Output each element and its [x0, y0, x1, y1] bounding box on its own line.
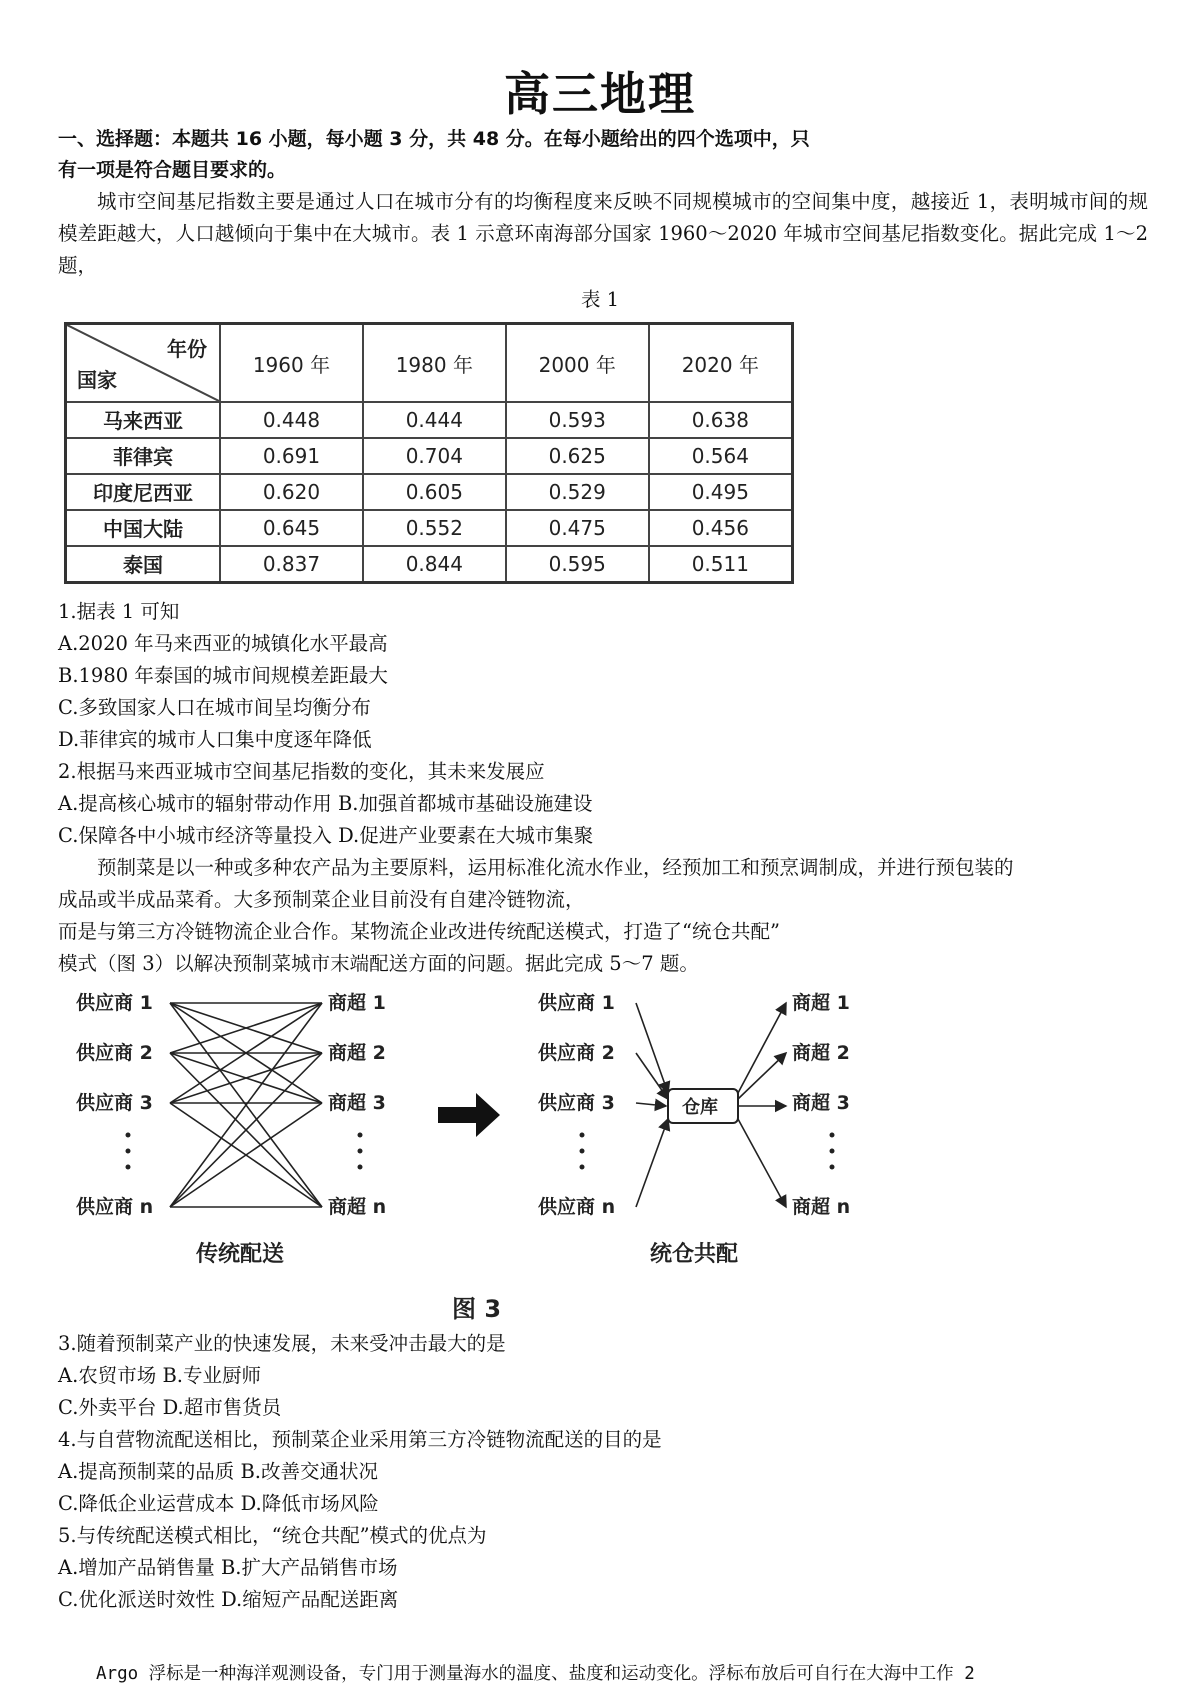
- q4-options-ab: A.提高预制菜的品质 B.改善交通状况: [58, 1460, 379, 1483]
- q3-stem: 3.随着预制菜产业的快速发展，未来受冲击最大的是: [58, 1332, 506, 1355]
- passage-gini: 城市空间基尼指数主要是通过人口在城市分有的均衡程度来反映不同规模城市的空间集中度，越接近 1，表明城市间的规模差距越大，人口越倾向于集中在大城市。表 1 示意环南海部分国家 1960～2020 年城市空间基尼指数变化。据此完成 1～2 题，: [58, 190, 1148, 277]
- passage-argo-footer: Argo 浮标是一种海洋观测设备，专门用于测量海水的温度、盐度和运动变化。浮标布放后可自行在大海中工作 2: [96, 1664, 975, 1684]
- table-row: [66, 474, 793, 510]
- figure-3-distribution-diagram: [60, 985, 920, 1325]
- value-cell: 0.593: [506, 402, 649, 438]
- corner-year-label: 年份: [167, 337, 207, 361]
- year-header: 2000 年: [506, 324, 649, 403]
- value-cell: 0.691: [220, 438, 363, 474]
- section-header-line1: 一、选择题：本题共 16 小题，每小题 3 分，共 48 分。在每小题给出的四个选项中，只: [58, 128, 810, 150]
- store-label: 商超 1: [328, 992, 386, 1014]
- unified-warehouse-label: 统仓共配: [650, 1242, 739, 1267]
- value-cell: 0.475: [506, 510, 649, 546]
- q1-option-d: D.菲律宾的城市人口集中度逐年降低: [58, 728, 372, 751]
- year-header: 2020 年: [649, 324, 793, 403]
- value-cell: 0.511: [649, 546, 793, 583]
- q5-options-ab: A.增加产品销售量 B.扩大产品销售市场: [58, 1556, 398, 1579]
- value-cell: 0.704: [363, 438, 506, 474]
- q5-options-cd: C.优化派送时效性 D.缩短产品配送距离: [58, 1588, 399, 1611]
- country-cell: 中国大陆: [66, 510, 221, 546]
- corner-country-label: 国家: [77, 368, 117, 392]
- value-cell: 0.645: [220, 510, 363, 546]
- supplier-label: 供应商 1: [76, 992, 153, 1014]
- q2-options-ab: A.提高核心城市的辐射带动作用 B.加强首都城市基础设施建设: [58, 792, 593, 815]
- q3-options-cd: C.外卖平台 D.超市售货员: [58, 1396, 282, 1419]
- year-header: 1980 年: [363, 324, 506, 403]
- traditional-connection-lines: [170, 1003, 322, 1207]
- value-cell: 0.552: [363, 510, 506, 546]
- table-caption: 表 1: [580, 288, 620, 311]
- passage-prepared-food-line1: 预制菜是以一种或多种农产品为主要原料，运用标准化流水作业，经预加工和预烹调制成，并进行预包装的: [97, 856, 1014, 879]
- supplier-label: 供应商 3: [76, 1092, 153, 1114]
- value-cell: 0.444: [363, 402, 506, 438]
- country-cell: 泰国: [66, 546, 221, 583]
- section-header-line2: 有一项是符合题目要求的。: [58, 159, 287, 181]
- supplier-label: 供应商 3: [538, 1092, 615, 1114]
- figure-caption: 图 3: [452, 1295, 502, 1323]
- transition-arrow-icon: [438, 1093, 500, 1137]
- value-cell: 0.625: [506, 438, 649, 474]
- table-row: [66, 510, 793, 546]
- store-label: 商超 3: [328, 1092, 386, 1114]
- gini-table: [64, 322, 794, 584]
- value-cell: 0.837: [220, 546, 363, 583]
- value-cell: 0.638: [649, 402, 793, 438]
- value-cell: 0.495: [649, 474, 793, 510]
- supplier-label: 供应商 n: [538, 1196, 616, 1218]
- store-label: 商超 n: [328, 1196, 387, 1218]
- supplier-label: 供应商 n: [76, 1196, 154, 1218]
- value-cell: 0.456: [649, 510, 793, 546]
- q3-options-ab: A.农贸市场 B.专业厨师: [58, 1364, 262, 1387]
- value-cell: 0.620: [220, 474, 363, 510]
- store-label: 商超 3: [792, 1092, 850, 1114]
- q4-stem: 4.与自营物流配送相比，预制菜企业采用第三方冷链物流配送的目的是: [58, 1428, 662, 1451]
- country-cell: 马来西亚: [66, 402, 221, 438]
- page-title: 高三地理: [504, 67, 696, 121]
- store-label: 商超 1: [792, 992, 850, 1014]
- table-row: [66, 402, 793, 438]
- q2-options-cd: C.保障各中小城市经济等量投入 D.促进产业要素在大城市集聚: [58, 824, 594, 847]
- store-label: 商超 2: [792, 1042, 850, 1064]
- table-row: [66, 546, 793, 583]
- country-cell: 菲律宾: [66, 438, 221, 474]
- q1-option-b: B.1980 年泰国的城市间规模差距最大: [58, 664, 388, 687]
- vertical-ellipsis-dots: [126, 1133, 363, 1170]
- supplier-label: 供应商 2: [76, 1042, 153, 1064]
- warehouse-label: 仓库: [682, 1097, 718, 1118]
- supplier-label: 供应商 2: [538, 1042, 615, 1064]
- passage-prepared-food-line3: 而是与第三方冷链物流企业合作。某物流企业改进传统配送模式，打造了“统仓共配”: [58, 920, 780, 943]
- value-cell: 0.529: [506, 474, 649, 510]
- value-cell: 0.595: [506, 546, 649, 583]
- q1-option-c: C.多致国家人口在城市间呈均衡分布: [58, 696, 371, 719]
- passage-prepared-food-line2: 成品或半成品菜肴。大多预制菜企业目前没有自建冷链物流，: [58, 888, 585, 911]
- value-cell: 0.844: [363, 546, 506, 583]
- passage-prepared-food-line4: 模式（图 3）以解决预制菜城市末端配送方面的问题。据此完成 5～7 题。: [58, 952, 699, 975]
- section-header: [58, 124, 1158, 186]
- table-corner-cell: [66, 324, 221, 403]
- value-cell: 0.564: [649, 438, 793, 474]
- year-header: 1960 年: [220, 324, 363, 403]
- store-label: 商超 n: [792, 1196, 851, 1218]
- traditional-delivery-label: 传统配送: [196, 1242, 285, 1267]
- table-row: [66, 438, 793, 474]
- q1-option-a: A.2020 年马来西亚的城镇化水平最高: [58, 632, 388, 655]
- table-header-row: [66, 324, 793, 403]
- vertical-ellipsis-dots: [580, 1133, 835, 1170]
- value-cell: 0.448: [220, 402, 363, 438]
- unified-warehouse-panel: [538, 991, 850, 1267]
- q5-stem: 5.与传统配送模式相比，“统仓共配”模式的优点为: [58, 1524, 487, 1547]
- value-cell: 0.605: [363, 474, 506, 510]
- store-label: 商超 2: [328, 1042, 386, 1064]
- supplier-label: 供应商 1: [538, 992, 615, 1014]
- q4-options-cd: C.降低企业运营成本 D.降低市场风险: [58, 1492, 379, 1515]
- country-cell: 印度尼西亚: [66, 474, 221, 510]
- q2-stem: 2.根据马来西亚城市空间基尼指数的变化，其未来发展应: [58, 760, 545, 783]
- q1-stem: 1.据表 1 可知: [58, 600, 180, 623]
